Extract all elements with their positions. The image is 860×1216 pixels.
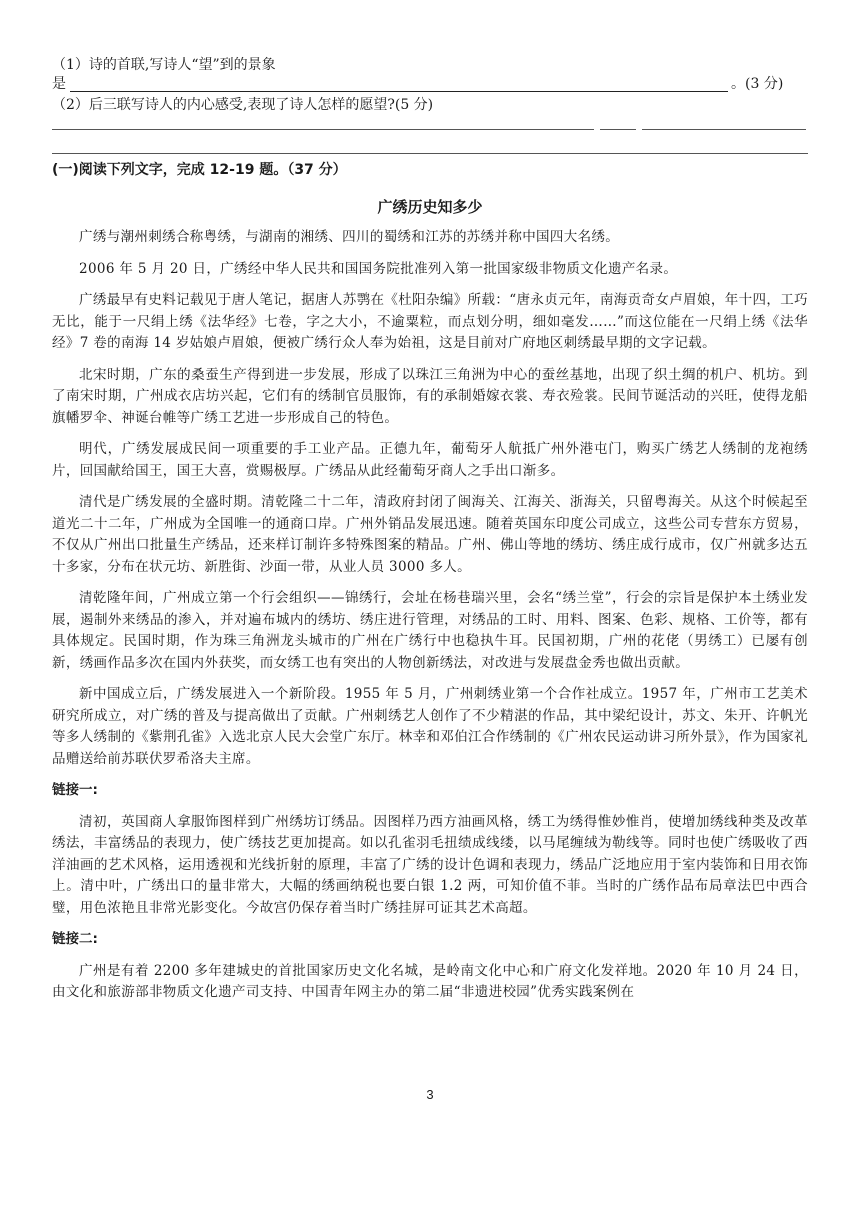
question-1-score: 。(3 分) [731, 76, 784, 92]
link-2-heading: 链接二: [52, 931, 98, 947]
section-heading: (一)阅读下列文字，完成 12-19 题。（37 分） [52, 162, 347, 178]
paragraph: 广绣与潮州刺绣合称粤绣，与湖南的湘绣、四川的蜀绣和江苏的苏绣并称中国四大名绣。 [79, 229, 620, 245]
question-1-text: （1）诗的首联,写诗人“望”到的景象 [52, 57, 276, 73]
question-1-prefix: 是 [52, 76, 66, 92]
paragraph: 清乾隆年间，广州成立第一个行会组织——锦绣行，会址在杨巷瑞兴里，会名“绣兰堂”，行会的宗旨是保护本土绣业发展，遏制外来绣品的渗入，并对遍布城内的绣坊、绣庄进行管理，对绣品的工时、用料、图案、色彩、规格、工价等，都有具体规定。民国时期，作为珠三角洲龙头城市的广州在广绣行中也稳执牛耳。民国初期，广州的花佬（男绣工）已屡有创新，绣画作品多次在国内外获奖，而女绣工也有突出的人物创新绣法，对改进与发展盘金秀也做出贡献。 [52, 590, 808, 671]
article-body [52, 227, 808, 1014]
answer-line [642, 129, 806, 130]
answer-line [52, 129, 594, 130]
paragraph: 新中国成立后，广绣发展进入一个新阶段。1955 年 5 月，广州刺绣业第一个合作社成立。1957 年，广州市工艺美术研究所成立，对广绣的普及与提高做出了贡献。广州刺绣艺人创作了不少精湛的作品，其中梁纪设计，苏文、朱开、许帆光等多人绣制的《紫荆孔雀》入选北京人民大会堂广东厅。林幸和邓伯江合作绣制的《广州农民运动讲习所外景》，作为国家礼品赠送给前苏联伏罗希洛夫主席。 [52, 686, 808, 767]
page-number: 3 [426, 1087, 434, 1102]
link-1-heading: 链接一: [52, 782, 98, 798]
paragraph: 明代，广绣发展成民间一项重要的手工业产品。正德九年，葡萄牙人航抵广州外港屯门，购买广绣艺人绣制的龙袍绣片，回国献给国王，国王大喜，赏赐极厚。广绣品从此经葡萄牙商人之手出口渐多。 [52, 441, 808, 479]
link-1-text: 清初，英国商人拿服饰图样到广州绣坊订绣品。因图样乃西方油画风格，绣工为绣得惟妙惟肖，使增加绣线种类及改革绣法，丰富绣品的表现力，使广绣技艺更加提高。如以孔雀羽毛扭绩成线缕，以马尾缠绒为勒线等。同时也使广绣吸收了西洋油画的艺术风格，运用透视和光线折射的原理，丰富了广绣的设计色调和表现力，绣品广泛地应用于室内装饰和日用衣饰上。清中叶，广绣出口的量非常大，大幅的绣画纳税也要白银 1.2 两，可知价值不菲。当时的广绣作品布局章法巴中西合璧，用色浓艳且非常光影变化。今故宫仍保存着当时广绣挂屏可证其艺术高超。 [52, 813, 808, 916]
paragraph: 北宋时期，广东的桑蚕生产得到进一步发展，形成了以珠江三角洲为中心的蚕丝基地，出现了织土绸的机户、机坊。到了南宋时期，广州成衣店坊兴起，它们有的绣制官员服饰，有的承制婚嫁衣裳、寿衣殓裳。民间节诞活动的兴旺，使得龙船旗幡罗伞、神诞台帷等广绣工艺进一步形成自己的特色。 [52, 366, 808, 426]
paragraph: 2006 年 5 月 20 日，广绣经中华人民共和国国务院批准列入第一批国家级非物质文化遗产名录。 [79, 260, 678, 277]
article-title: 广绣历史知多少 [377, 198, 483, 216]
answer-blank-line [70, 91, 728, 92]
paragraph: 广绣最早有史料记载见于唐人笔记，据唐人苏鹗在《杜阳杂编》所载：“唐永贞元年，南海贡奇女卢眉娘，年十四，工巧无比，能于一尺绢上绣《法华经》七卷，字之大小，不逾粟粒，而点划分明，细如毫发……”而这位能在一尺绢上绣《法华经》7 卷的南海 14 岁姑娘卢眉娘，便被广绣行众人奉为始祖，这是目前对广府地区刺绣最早期的文字记载。 [52, 292, 808, 351]
paragraph: 清代是广绣发展的全盛时期。清乾隆二十二年，清政府封闭了闽海关、江海关、浙海关，只留粤海关。从这个时候起至道光二十二年，广州成为全国唯一的通商口岸。广州外销品发展迅速。随着英国东印度公司成立，这些公司专营东方贸易，不仅从广州出口批量生产绣品，还来样订制许多特殊图案的精品。广州、佛山等地的绣坊、绣庄成行成市，仅广州就多达五十多家，分布在状元坊、新胜街、沙面一带，从业人员 3000 多人。 [52, 494, 808, 575]
question-2-text: （2）后三联写诗人的内心感受,表现了诗人怎样的愿望?(5 分) [52, 97, 434, 113]
answer-line [600, 129, 636, 130]
answer-line [52, 153, 808, 154]
link-2-text: 广州是有着 2200 多年建城史的首批国家历史文化名城，是岭南文化中心和广府文化发祥地。2020 年 10 月 24 日，由文化和旅游部非物质文化遗产司支持、中国青年网主办的第二届“非遗进校园”优秀实践案例在 [52, 962, 808, 1000]
